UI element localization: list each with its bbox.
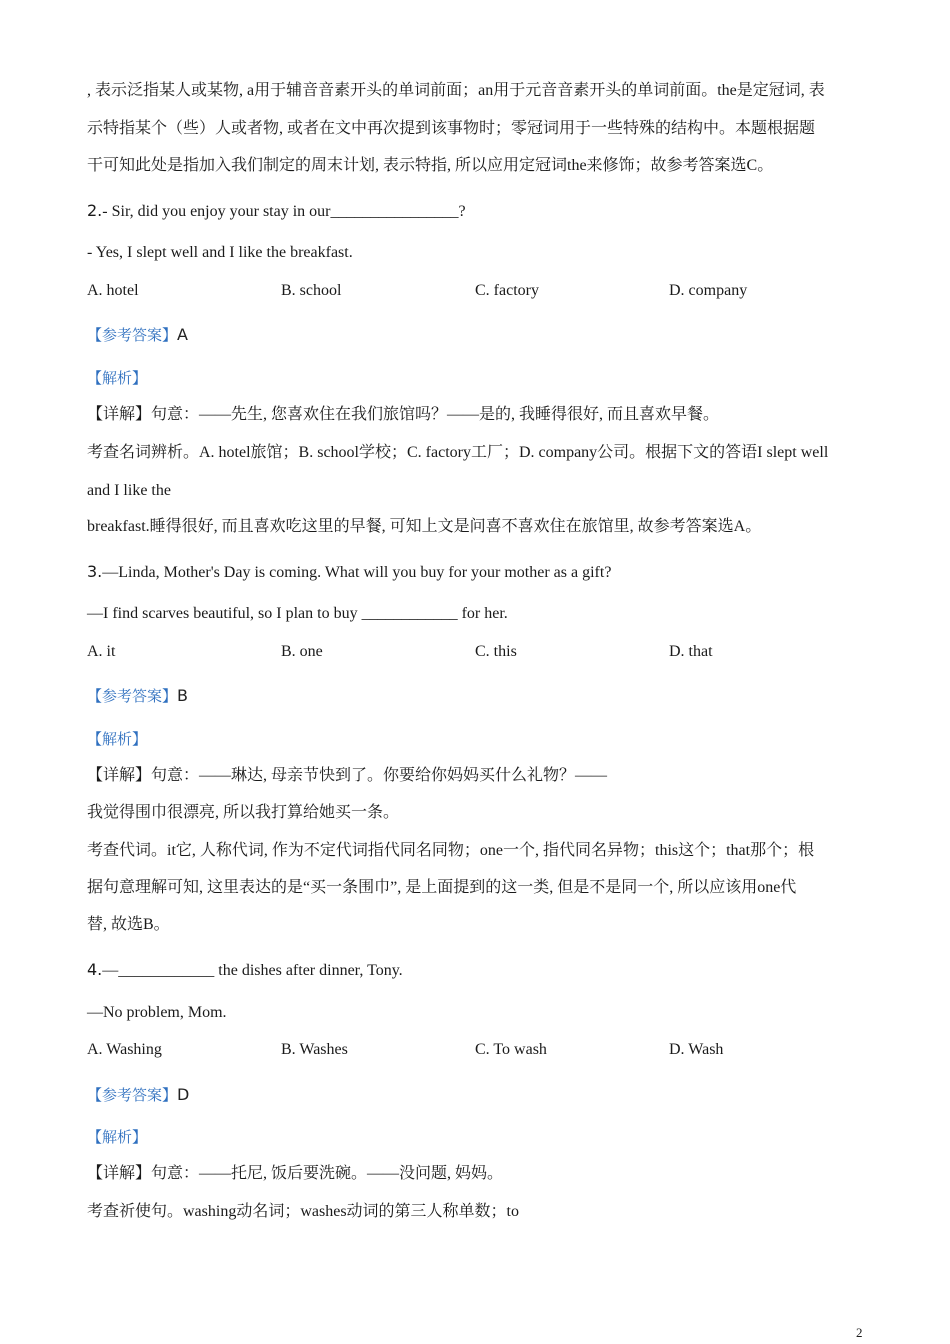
q3-stem: —Linda, Mother's Day is coming. What will you buy for your mother as a gift?	[102, 564, 612, 581]
q2-explain-1: 考查名词辨析。A. hotel旅馆；B. school学校；C. factory工厂；D. company公司。根据下文的答语I slept well	[87, 444, 829, 461]
q4-number: 4.	[87, 960, 103, 979]
q2-option-d: D. company	[669, 282, 748, 299]
q3-analysis-line	[87, 729, 147, 750]
q4-option-c: C. To wash	[475, 1041, 547, 1058]
q2-option-a: A. hotel	[87, 282, 139, 299]
q2-analysis-line	[87, 368, 147, 389]
q4-option-a: A. Washing	[87, 1041, 162, 1058]
q4-option-d: D. Wash	[669, 1041, 724, 1058]
q2-analysis-label: 【解析】	[87, 369, 148, 387]
q4-answer-line	[87, 1085, 189, 1106]
q3-number: 3.	[87, 562, 103, 581]
q4-answer-label: 【参考答案】	[87, 1086, 178, 1104]
q4-stem-line	[87, 960, 403, 981]
q3-explain-3: 据句意理解可知, 这里表达的是“买一条围巾”, 是上面提到的这一类, 但是不是同一个, 所以应该用one代	[87, 879, 797, 896]
q4-stem: —____________ the dishes after dinner, Tony.	[102, 962, 403, 979]
q2-stem: - Sir, did you enjoy your stay in our________________?	[102, 203, 466, 220]
q2-detail: 【详解】句意：——先生, 您喜欢住在我们旅馆吗？——是的, 我睡得很好, 而且喜欢早餐。	[87, 406, 720, 423]
q3-explain-1: 我觉得围巾很漂亮, 所以我打算给她买一条。	[87, 804, 400, 821]
q4-explain-1: 考查祈使句。washing动名词；washes动词的第三人称单数；to	[87, 1203, 519, 1220]
q2-option-c: C. factory	[475, 282, 539, 299]
q2-reply: - Yes, I slept well and I like the breakfast.	[87, 244, 353, 261]
q3-answer-letter: B	[177, 686, 188, 705]
q3-answer-label: 【参考答案】	[87, 687, 178, 705]
q3-reply: —I find scarves beautiful, so I plan to buy ____________ for her.	[87, 605, 508, 622]
q2-answer-label: 【参考答案】	[87, 326, 178, 344]
q4-analysis-label: 【解析】	[87, 1128, 148, 1146]
q3-stem-line	[87, 562, 611, 583]
q4-analysis-line	[87, 1127, 147, 1148]
intro-line-1: , 表示泛指某人或某物, a用于辅音音素开头的单词前面；an用于元音音素开头的单词前面。the是定冠词, 表	[87, 82, 825, 99]
q3-option-a: A. it	[87, 643, 116, 660]
q4-reply: —No problem, Mom.	[87, 1004, 227, 1021]
q4-answer-letter: D	[177, 1085, 190, 1104]
intro-line-2: 示特指某个（些）人或者物, 或者在文中再次提到该事物时；零冠词用于一些特殊的结构中。本题根据题	[87, 120, 816, 137]
q4-detail: 【详解】句意：——托尼, 饭后要洗碗。——没问题, 妈妈。	[87, 1165, 504, 1182]
q3-explain-4: 替, 故选B。	[87, 916, 170, 933]
page-number: 2	[856, 1325, 863, 1340]
q2-answer-line	[87, 325, 188, 346]
q3-answer-line	[87, 686, 188, 707]
q3-explain-2: 考查代词。it它, 人称代词, 作为不定代词指代同名同物；one一个, 指代同名异物；this这个；that那个；根	[87, 842, 815, 859]
q3-option-c: C. this	[475, 643, 517, 660]
q2-explain-3: breakfast.睡得很好, 而且喜欢吃这里的早餐, 可知上文是问喜不喜欢住在旅馆里, 故参考答案选A。	[87, 518, 762, 535]
q3-option-b: B. one	[281, 643, 323, 660]
q3-detail: 【详解】句意：——琳达, 母亲节快到了。你要给你妈妈买什么礼物？——	[87, 767, 608, 784]
q2-option-b: B. school	[281, 282, 342, 299]
q2-number: 2.	[87, 201, 103, 220]
q4-option-b: B. Washes	[281, 1041, 348, 1058]
q3-option-d: D. that	[669, 643, 713, 660]
q2-stem-line	[87, 201, 466, 222]
q2-answer-letter: A	[177, 325, 188, 344]
q2-explain-2: and I like the	[87, 482, 171, 499]
intro-line-3: 干可知此处是指加入我们制定的周末计划, 表示特指, 所以应用定冠词the来修饰；故参考答案选C。	[87, 157, 774, 174]
q3-analysis-label: 【解析】	[87, 730, 148, 748]
